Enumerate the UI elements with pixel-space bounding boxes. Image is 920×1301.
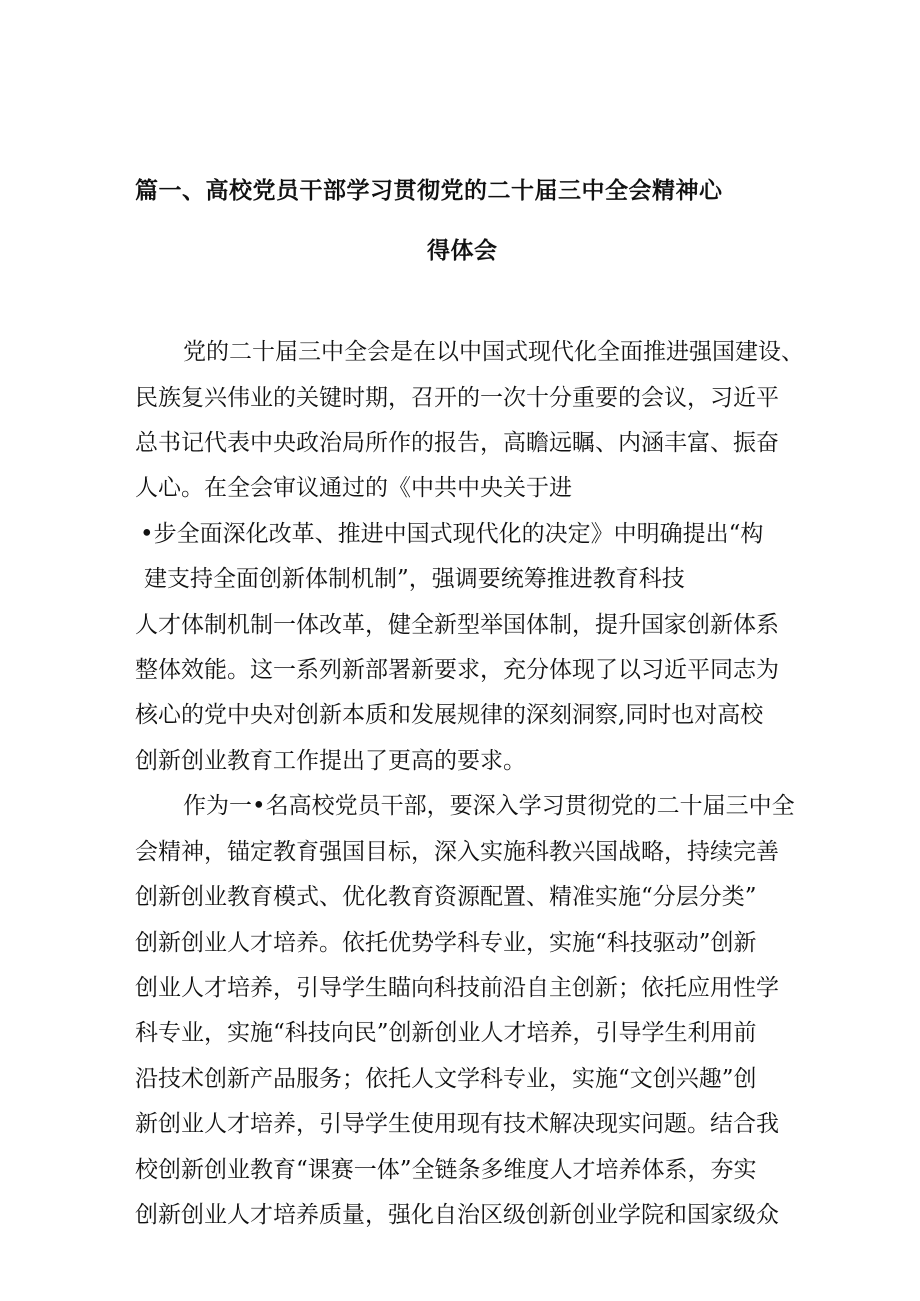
paragraph-line: 会精神，锚定教育强国目标，深入实施科教兴国战略，持续完善 xyxy=(135,839,779,865)
paragraph-line: 党的二十届三中全会是在以中国式现代化全面推进强国建设、 xyxy=(183,339,804,365)
document-title-line-1: 篇一、高校党员干部学习贯彻党的二十届三中全会精神心 xyxy=(135,178,723,204)
paragraph-line: 沿技术创新产品服务；依托人文学科专业，实施“文创兴趣”创 xyxy=(135,1066,757,1092)
paragraph-line: 人才体制机制一体改革，健全新型举国体制，提升国家创新体系 xyxy=(135,612,779,638)
paragraph-line: 创新创业人才培养质量，强化自治区级创新创业学院和国家级众 xyxy=(135,1202,779,1228)
paragraph-line: 整体效能。这一系列新部署新要求，充分体现了以习近平同志为 xyxy=(135,657,779,683)
paragraph-line: 创新创业人才培养。依托优势学科专业，实施“科技驱动”创新 xyxy=(135,930,757,956)
document-title-line-2: 得体会 xyxy=(427,238,498,264)
paragraph-line: 总书记代表中央政治局所作的报告，高瞻远瞩、内涵丰富、振奋 xyxy=(135,430,779,456)
paragraph-line: 人心。在全会审议通过的《中共中央关于进 xyxy=(135,475,572,501)
paragraph-line: 核心的党中央对创新本质和发展规律的深刻洞察,同时也对高校 xyxy=(135,702,764,728)
paragraph-line: 民族复兴伟业的关键时期，召开的一次十分重要的会议，习近平 xyxy=(135,385,779,411)
paragraph-line: 新创业人才培养，引导学生使用现有技术解决现实问题。结合我 xyxy=(135,1111,779,1137)
paragraph-line: •步全面深化改革、推进中国式现代化的决定》中明确提出“构 xyxy=(140,521,764,547)
paragraph-line: 建支持全面创新体制机制”，强调要统筹推进教育科技 xyxy=(144,566,685,592)
paragraph-line: 创业人才培养，引导学生瞄向科技前沿自主创新；依托应用性学 xyxy=(135,975,779,1001)
paragraph-line: 创新创业教育工作提出了更高的要求。 xyxy=(135,748,526,774)
paragraph-line: 创新创业教育模式、优化教育资源配置、精准实施“分层分类” xyxy=(135,884,757,910)
paragraph-line: 校创新创业教育“课赛一体”全链条多维度人才培养体系，夯实 xyxy=(135,1157,757,1183)
paragraph-line: 作为一•名高校党员干部，要深入学习贯彻党的二十届三中全 xyxy=(183,793,795,819)
paragraph-line: 科专业，实施“科技向民”创新创业人才培养，引导学生利用前 xyxy=(135,1020,757,1046)
